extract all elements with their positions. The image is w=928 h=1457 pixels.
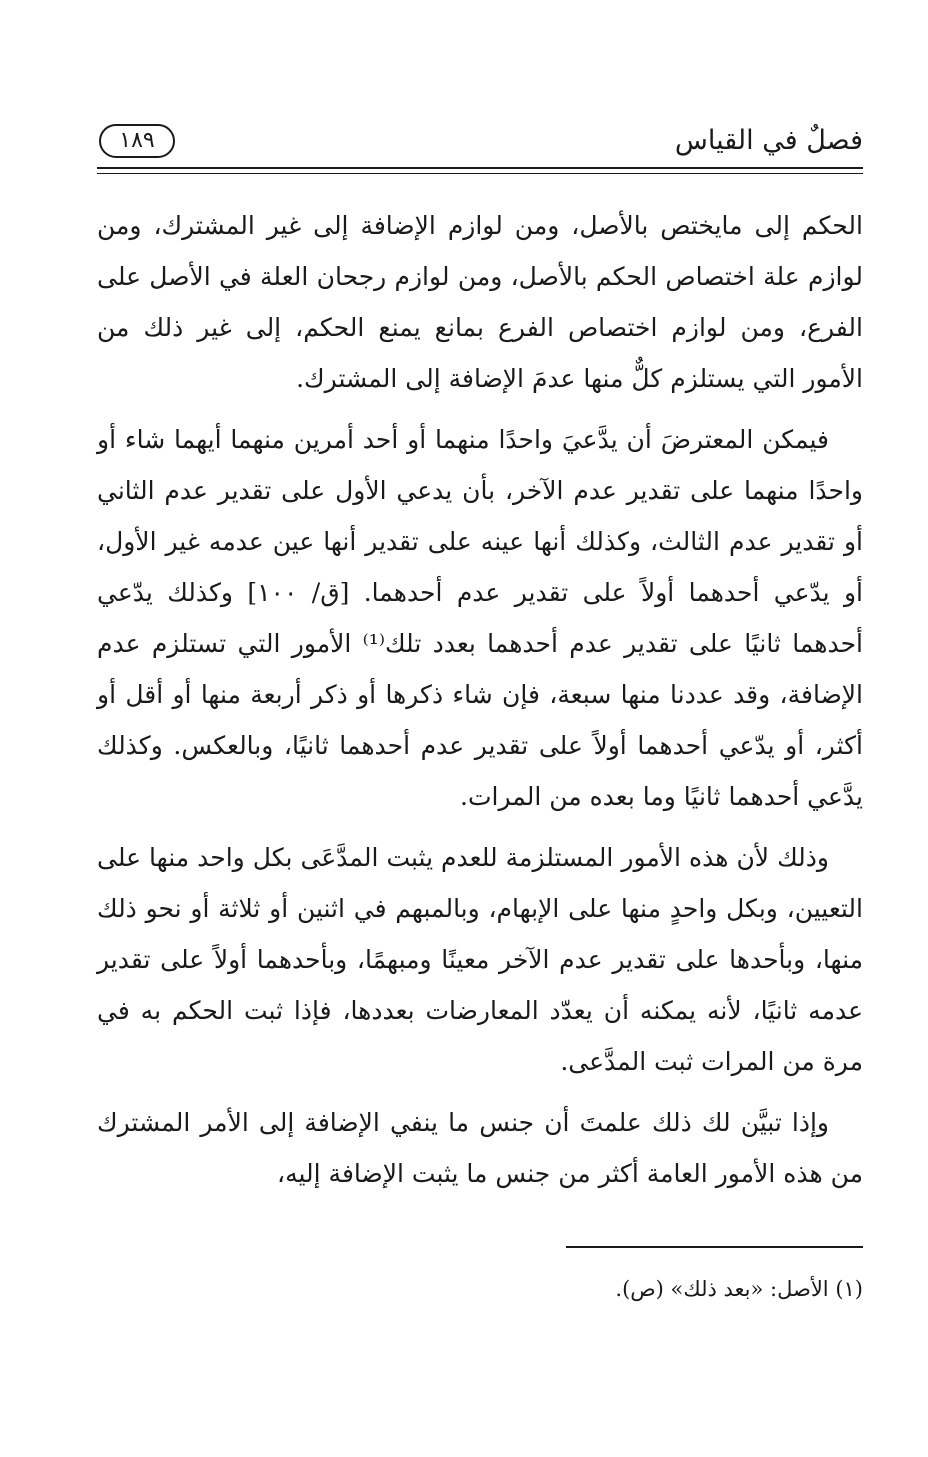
page-header bbox=[97, 118, 863, 166]
body-text bbox=[97, 200, 863, 1209]
footnote: (١) الأصل: «بعد ذلك» (ص). bbox=[615, 1277, 863, 1301]
paragraph-4: وإذا تبيَّن لك ذلك علمتَ أن جنس ما ينفي الإضافة إلى الأمر المشترك من هذه الأمور العامة أكثر من جنس ما يثبت الإضافة إليه، bbox=[97, 1108, 863, 1188]
paragraph-1: الحكم إلى مايختص بالأصل، ومن لوازم الإضافة إلى غير المشترك، ومن لوازم علة اختصاص الحكم بالأصل، ومن لوازم رجحان العلة في الأصل على الفرع، ومن لوازم اختصاص الفرع بمانع يمنع الحكم، إلى غير ذلك من الأمور التي يستلزم كلٌّ منها عدمَ الإضافة إلى المشترك. bbox=[97, 211, 863, 393]
page-number: ١٨٩ bbox=[99, 124, 175, 158]
running-title: فصلٌ في القياس bbox=[674, 125, 863, 156]
paragraph-3: وذلك لأن هذه الأمور المستلزمة للعدم يثبت المدَّعَى بكل واحد منها على التعيين، وبكل واحدٍ منها على الإبهام، وبالمبهم في اثنين أو ثلاثة أو نحو ذلك منها، وبأحدها على تقدير عدم الآخر معينًا ومبهمًا، وبأحدهما أولاً على تقدير عدمه ثانيًا، لأنه يمكنه أن يعدّد المعارضات بعددها، فإذا ثبت الحكم به في مرة من المرات ثبت المدَّعى. bbox=[97, 843, 863, 1076]
footnote-separator bbox=[566, 1246, 863, 1248]
paragraph-2: فيمكن المعترضَ أن يدَّعيَ واحدًا منهما أو أحد أمرين منهما أيهما شاء أو واحدًا منهما على تقدير عدم الآخر، بأن يدعي الأول على تقدير عدم الثاني أو تقدير عدم الثالث، وكذلك أنها عينه على تقدير أنها عين عدمه غير الأول، أو يدّعي أحدهما أولاً على تقدير عدم أحدهما. [ق/ ١٠٠] وكذلك يدّعي أحدهما ثانيًا على تقدير عدم أحدهما بعدد تلك⁽¹⁾ الأمور التي تستلزم عدم الإضافة، وقد عددنا منها سبعة، فإن شاء ذكرها أو ذكر أربعة منها أو أقل أو أكثر، أو يدّعي أحدهما أولاً على تقدير عدم أحدهما ثانيًا، وبالعكس. وكذلك يدَّعي أحدهما ثانيًا وما بعده من المرات. bbox=[97, 425, 864, 811]
header-rule-thin bbox=[97, 173, 863, 174]
header-rule-thick bbox=[97, 167, 863, 169]
